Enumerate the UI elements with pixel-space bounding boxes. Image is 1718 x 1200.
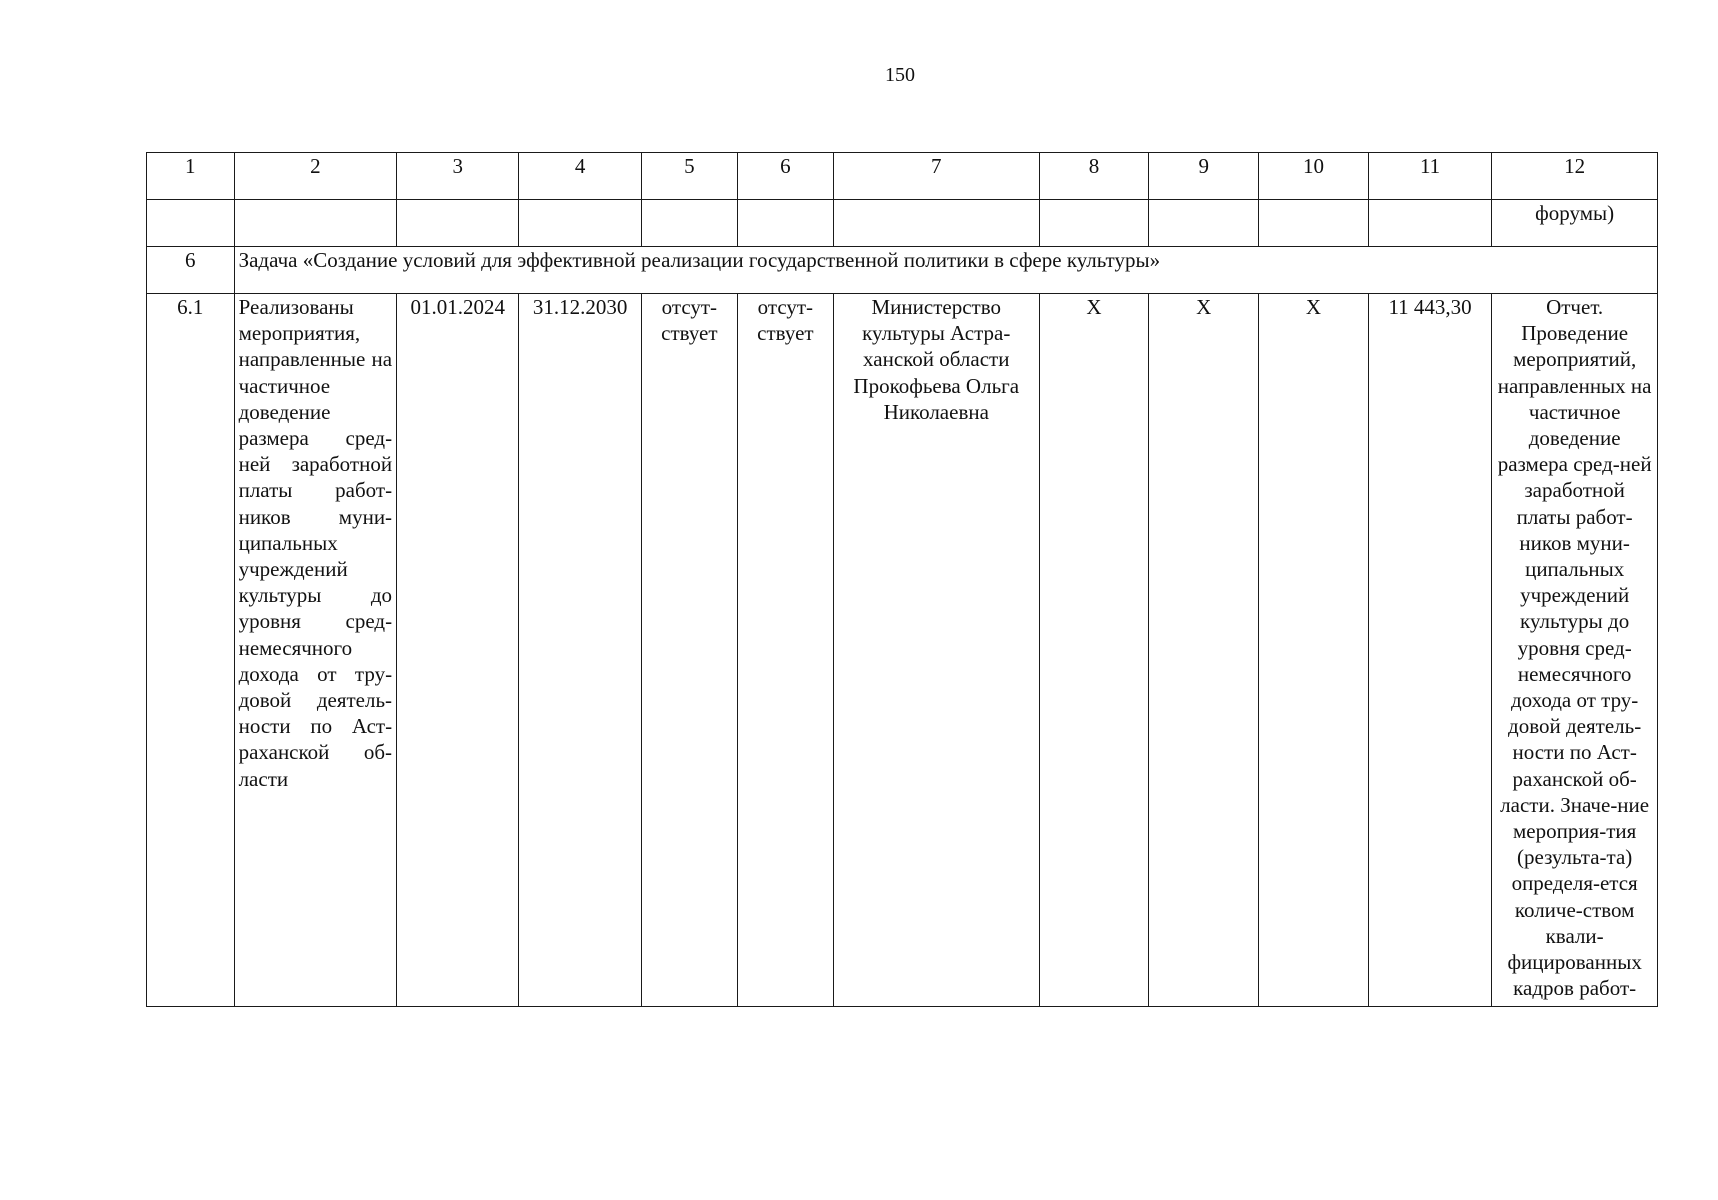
empty-cell bbox=[1368, 200, 1491, 247]
empty-cell bbox=[147, 200, 235, 247]
end-date: 31.12.2030 bbox=[519, 294, 641, 1007]
col10-value: X bbox=[1259, 294, 1369, 1007]
result-description: Отчет. Проведение мероприятий, направленных на частичное доведение размера сред-ней заработной платы работ-ников муни-ципальных учреждений культуры до уровня сред-немесячного дохода от тру-довой деятель-ности по Аст-раханской об-ласти. Значе-ние мероприя-тия (результа-та) определя-ется количе-ством квали-фицированных кадров работ- bbox=[1492, 294, 1658, 1007]
empty-cell bbox=[234, 200, 396, 247]
col9-value: X bbox=[1149, 294, 1259, 1007]
header-cell-1: 1 bbox=[147, 153, 235, 200]
header-cell-9: 9 bbox=[1149, 153, 1259, 200]
continuation-row bbox=[147, 200, 1658, 247]
amount-value: 11 443,30 bbox=[1368, 294, 1491, 1007]
header-cell-8: 8 bbox=[1039, 153, 1149, 200]
empty-cell bbox=[737, 200, 833, 247]
task-text: Задача «Создание условий для эффективной реализации государственной политики в сфере культуры» bbox=[234, 247, 1657, 294]
row-number: 6.1 bbox=[147, 294, 235, 1007]
col6-value: отсут-ствует bbox=[737, 294, 833, 1007]
task-row bbox=[147, 247, 1658, 294]
header-cell-2: 2 bbox=[234, 153, 396, 200]
header-cell-6: 6 bbox=[737, 153, 833, 200]
empty-cell bbox=[1259, 200, 1369, 247]
empty-cell bbox=[519, 200, 641, 247]
responsible-person: Министерство культуры Астра-ханской области Прокофьева Ольга Николаевна bbox=[833, 294, 1039, 1007]
header-cell-4: 4 bbox=[519, 153, 641, 200]
header-cell-10: 10 bbox=[1259, 153, 1369, 200]
header-row bbox=[147, 153, 1658, 200]
empty-cell bbox=[833, 200, 1039, 247]
empty-cell bbox=[1149, 200, 1259, 247]
empty-cell bbox=[641, 200, 737, 247]
empty-cell bbox=[397, 200, 519, 247]
header-cell-12: 12 bbox=[1492, 153, 1658, 200]
table-row bbox=[147, 294, 1658, 1007]
continuation-text: форумы) bbox=[1492, 200, 1658, 247]
header-cell-5: 5 bbox=[641, 153, 737, 200]
empty-cell bbox=[1039, 200, 1149, 247]
start-date: 01.01.2024 bbox=[397, 294, 519, 1007]
header-cell-11: 11 bbox=[1368, 153, 1491, 200]
header-cell-3: 3 bbox=[397, 153, 519, 200]
col5-value: отсут-ствует bbox=[641, 294, 737, 1007]
col8-value: X bbox=[1039, 294, 1149, 1007]
task-number: 6 bbox=[147, 247, 235, 294]
row-description: Реализованы мероприятия, направленные на частичное доведение размера сред-ней заработной платы работ-ников муни-ципальных учреждений культуры до уровня сред-немесячного дохода от тру-довой деятель-ности по Аст-раханской об-ласти bbox=[234, 294, 396, 1007]
plan-table bbox=[146, 152, 1658, 1007]
page-number: 150 bbox=[885, 64, 915, 86]
header-cell-7: 7 bbox=[833, 153, 1039, 200]
